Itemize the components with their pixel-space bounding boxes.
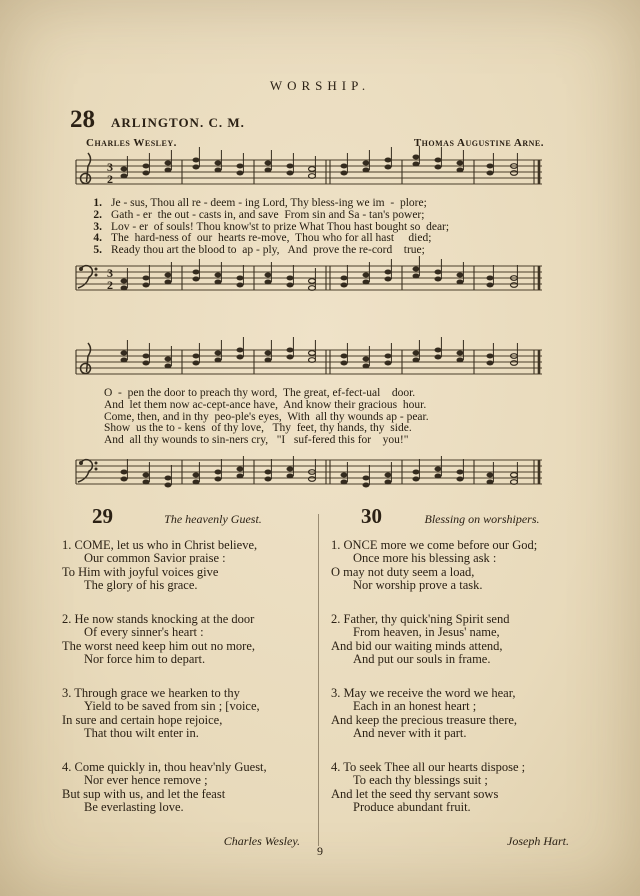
- hymn-subtitle: The heavenly Guest.: [164, 512, 262, 526]
- verse-line: O - pen the door to preach thy word, The great, ef-fect-ual door.: [104, 387, 416, 399]
- time-signature: 3: [107, 160, 113, 174]
- svg-text:2: 2: [107, 172, 113, 186]
- stanza-line: Nor ever hence remove ;: [84, 773, 208, 787]
- bass-clef-icon: [78, 460, 98, 482]
- column-divider: [318, 514, 319, 846]
- verse-line: And let them now ac-cept-ance have, And know their gracious hour.: [104, 398, 427, 411]
- author-credit: Charles Wesley.: [86, 137, 177, 149]
- hymn30-header: [331, 504, 581, 528]
- stanza-line: 2. Father, thy quick'ning Spirit send: [331, 611, 510, 626]
- stanza: [331, 539, 581, 593]
- stanza-line: Once more his blessing ask :: [353, 551, 497, 565]
- stanza-line: Nor worship prove a task.: [353, 578, 483, 592]
- stanza-line: And keep the precious treasure there,: [331, 712, 518, 727]
- stanza-line: O may not duty seem a load,: [331, 564, 475, 579]
- hymn-title: ARLINGTON. C. M.: [111, 115, 245, 130]
- treble-clef-icon: [81, 343, 91, 374]
- stanza: [331, 613, 581, 667]
- stanza-line: Be everlasting love.: [84, 800, 184, 814]
- stanza-line: The worst need keep him out no more,: [62, 638, 256, 653]
- stanza-line: And bid our waiting minds attend,: [331, 638, 503, 653]
- bass-staff-2: [70, 446, 550, 496]
- composer-credit: Thomas Augustine Arne.: [413, 137, 544, 149]
- hymn-number: 29: [92, 504, 113, 528]
- stanza-line: To Him with joyful voices give: [62, 564, 219, 579]
- stanza-line: Produce abundant fruit.: [353, 800, 471, 814]
- verse-line: 4. The hard-ness of our hearts re-move, Thou who for all hast died;: [93, 232, 432, 245]
- treble-clef-icon: [81, 153, 91, 184]
- hymn29-header: [62, 504, 312, 528]
- author-signature: Charles Wesley.: [223, 833, 300, 848]
- stanza-line: Each in an honest heart ;: [353, 699, 477, 713]
- stanza: [331, 761, 581, 815]
- verse-line: 2. Gath - er the out - casts in, and save From sin and Sa - tan's power;: [93, 208, 425, 221]
- stanza-line: Yield to be saved from sin ; [voice,: [84, 699, 260, 713]
- stanza-line: That thou wilt enter in.: [84, 726, 199, 740]
- bass-clef-icon: [78, 266, 98, 288]
- stanza-line: From heaven, in Jesus' name,: [353, 625, 500, 639]
- stanza-line: 4. To seek Thee all our hearts dispose ;: [331, 759, 526, 774]
- stanza-line: 2. He now stands knocking at the door: [62, 611, 255, 626]
- bass-staff-1: [70, 252, 550, 302]
- stanza-line: And never with it part.: [353, 726, 467, 740]
- hymn30-column: [331, 504, 581, 848]
- hymn-subtitle: Blessing on worshipers.: [424, 512, 540, 526]
- verse-line: And all thy wounds to sin-ners cry, "I suf-fered this for you!": [104, 434, 409, 447]
- stanza-line: To each thy blessings suit ;: [353, 773, 488, 787]
- verse-line: 5. Ready thou art the blood to ap - ply, And prove the re-cord true;: [93, 244, 425, 257]
- stanza-line: Nor force him to depart.: [84, 652, 206, 666]
- stanza-line: The glory of his grace.: [84, 578, 198, 592]
- stanza-line: 4. Come quickly in, thou heav'nly Guest,: [62, 759, 267, 774]
- stanza: [331, 687, 581, 741]
- svg-text:3: 3: [107, 266, 113, 280]
- stanza: [62, 613, 312, 667]
- svg-text:2: 2: [107, 278, 113, 292]
- treble-staff-1: [70, 146, 550, 196]
- stanza-line: Of every sinner's heart :: [84, 625, 204, 639]
- verse-line: Come, then, and in thy peo-ple's eyes, With all thy wounds ap - pear.: [104, 410, 429, 423]
- verse-line: 3. Lov - er of souls! Thou know'st to prize What Thou hast bought so dear;: [93, 220, 450, 233]
- stanza-line: 3. Through grace we hearken to thy: [62, 685, 240, 700]
- page-number: 9: [317, 844, 323, 858]
- hymn-number: 30: [361, 504, 382, 528]
- verse-line: Show us the to - kens of thy love, Thy feet, thy hands, thy side.: [104, 422, 412, 435]
- stanza-line: In sure and certain hope rejoice,: [62, 712, 223, 727]
- stanza-line: Our common Savior praise :: [84, 551, 226, 565]
- author-signature: Joseph Hart.: [507, 833, 569, 848]
- running-head: WORSHIP.: [269, 78, 371, 93]
- stanza: [62, 687, 312, 741]
- stanza-line: 1. ONCE more we come before our God;: [331, 537, 538, 552]
- stanza-line: 1. COME, let us who in Christ believe,: [62, 537, 258, 552]
- hymn28-header: [70, 106, 245, 134]
- stanza-line: 3. May we receive the word we hear,: [331, 685, 516, 700]
- stanza: [62, 539, 312, 593]
- verse-line: 1. Je - sus, Thou all re - deem - ing Lord, Thy bless-ing we im - plore;: [93, 197, 427, 209]
- treble-staff-2: [70, 336, 550, 386]
- hymn29-column: [62, 504, 312, 848]
- hymn-number: 28: [70, 106, 95, 133]
- stanza-line: And let the seed thy servant sows: [331, 786, 499, 801]
- verse-block-1: [82, 198, 449, 257]
- verse-block-2: [104, 388, 429, 447]
- stanza-line: And put our souls in frame.: [353, 652, 491, 666]
- stanza-line: But sup with us, and let the feast: [62, 786, 226, 801]
- stanza: [62, 761, 312, 815]
